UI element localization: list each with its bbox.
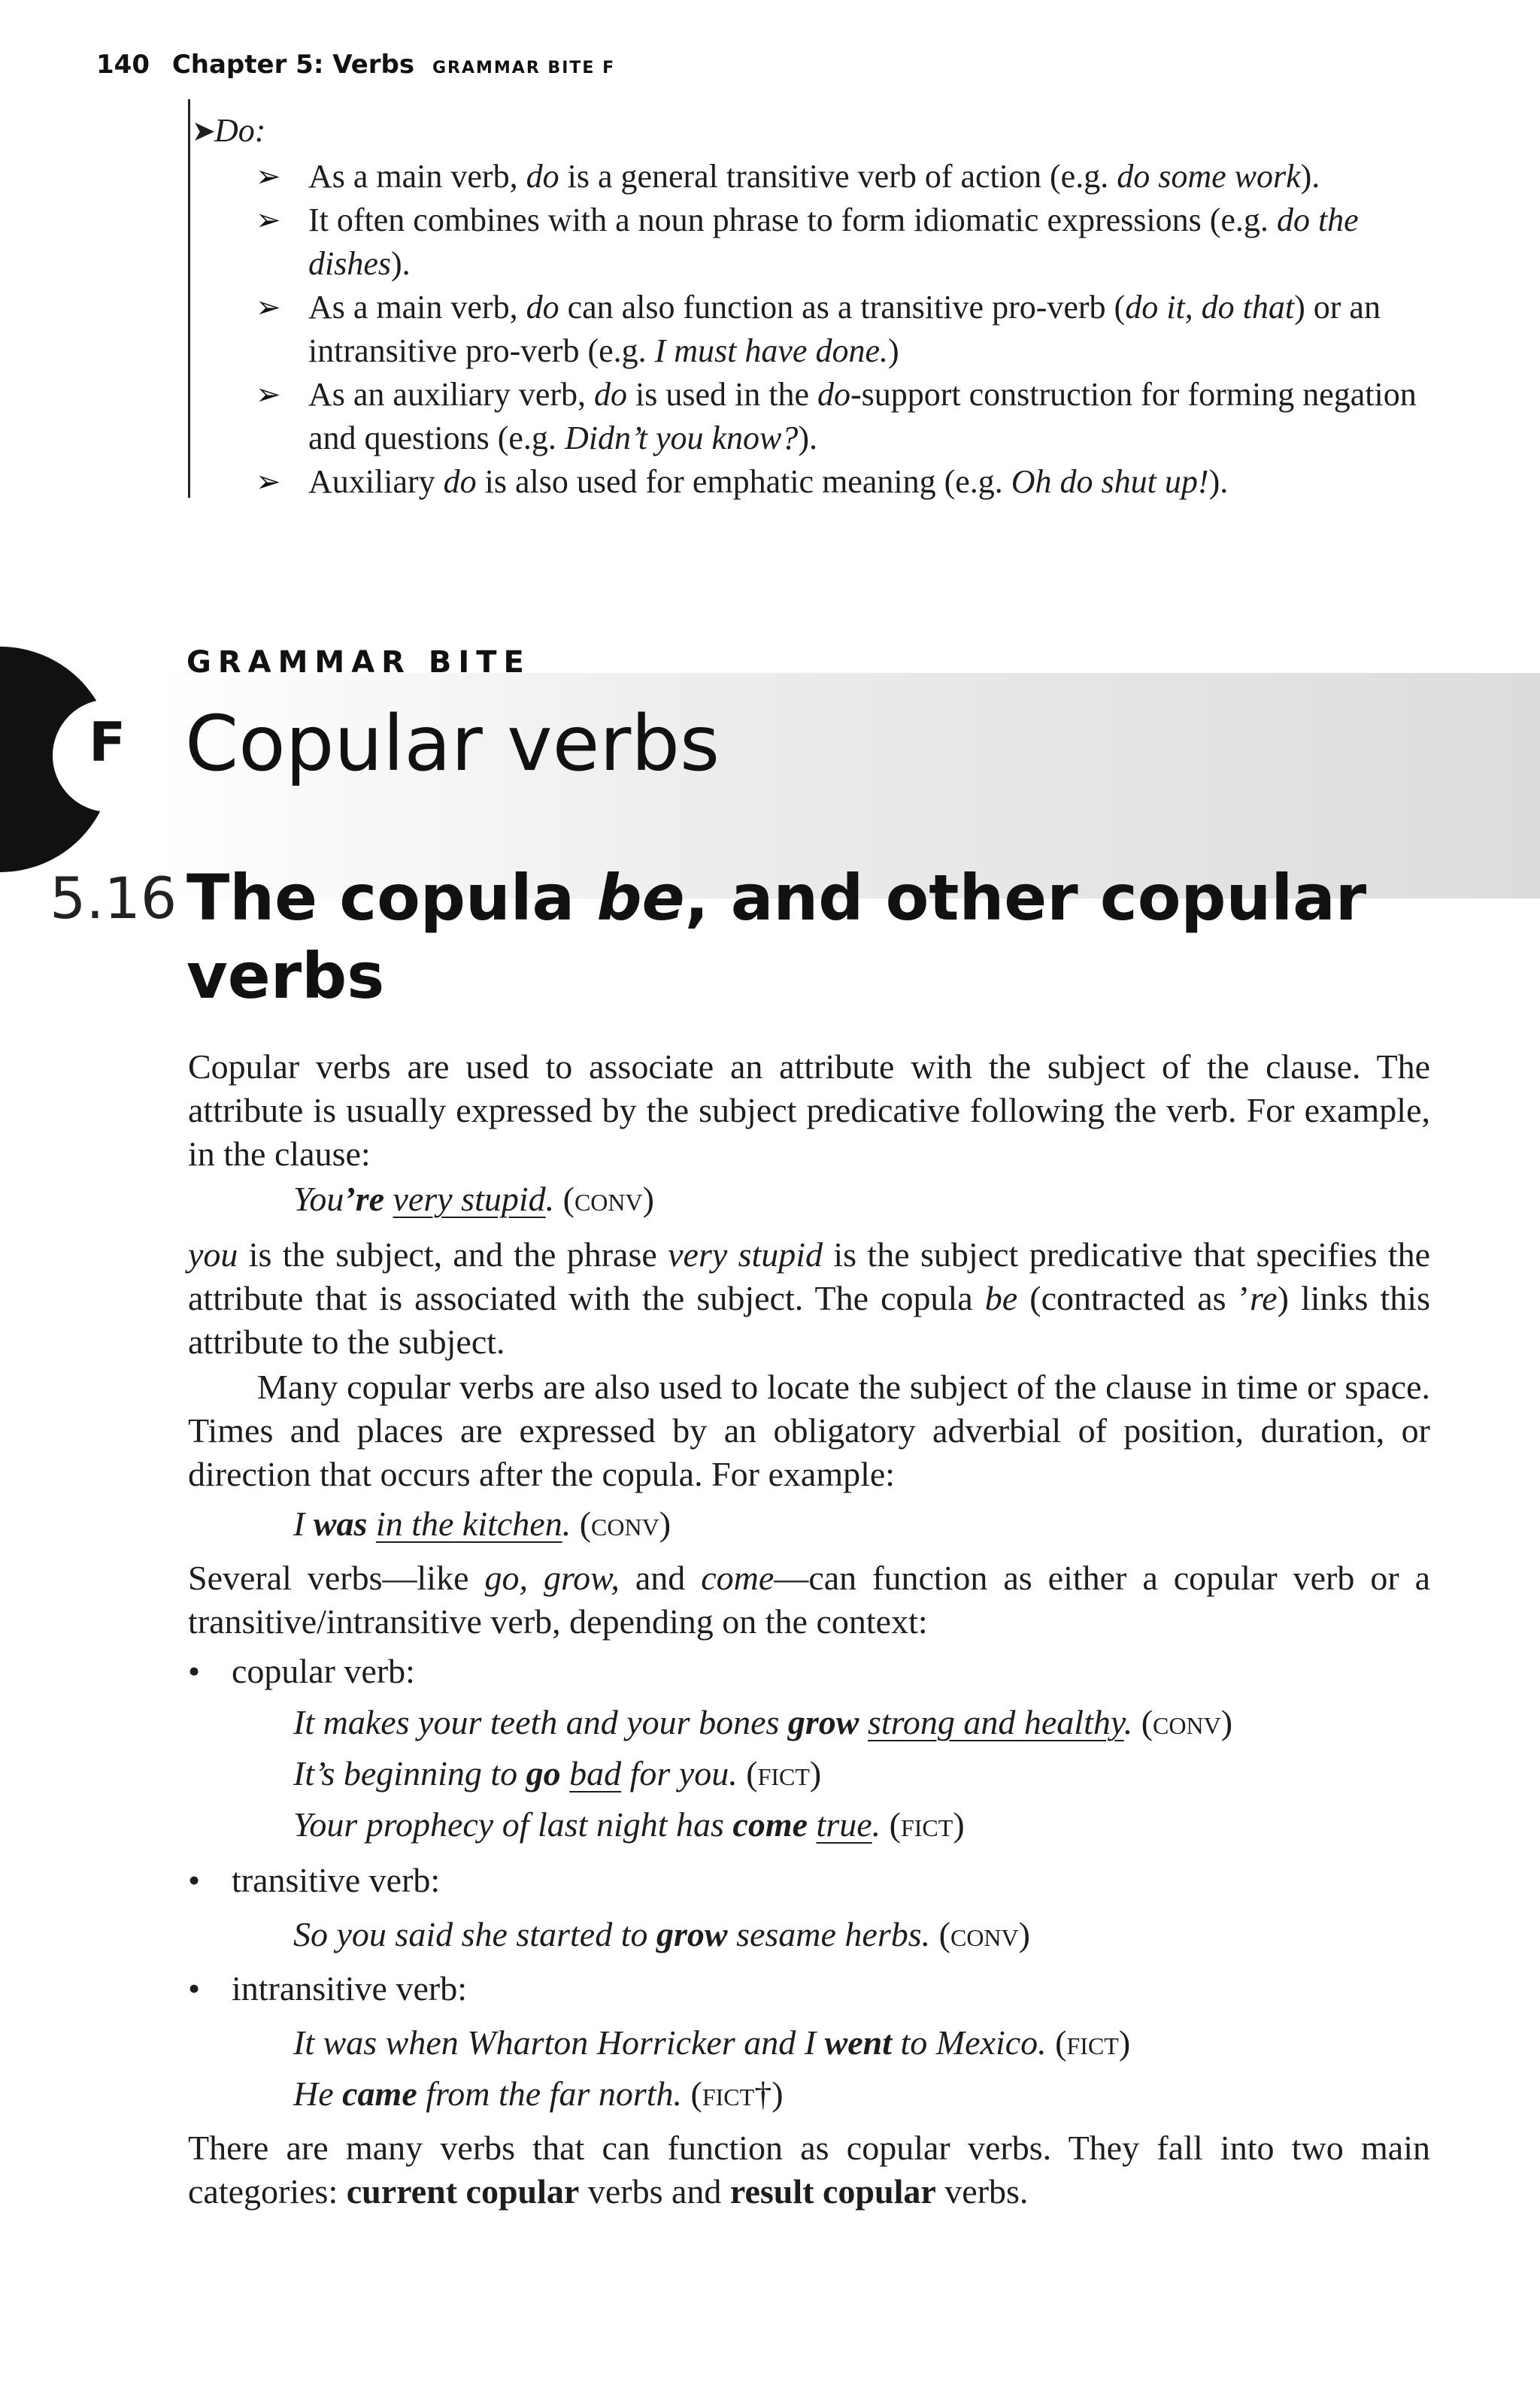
register-tag: (fict): [889, 1805, 965, 1844]
example-sentence: I was in the kitchen. (conv): [293, 1505, 671, 1543]
bite-letter: F: [89, 711, 126, 774]
paragraph-3: Many copular verbs are also used to locate the subject of the clause in time or space. Times and places are expressed by an obligatory adverbial of position, duration, or direction that occurs after the copula. For example:: [188, 1368, 1430, 1493]
arrow-bullet-icon: ➢: [256, 159, 281, 193]
grammar-bite-title: Copular verbs: [185, 699, 720, 789]
category-intransitive: intransitive verb:: [232, 1969, 467, 2008]
arrow-bullet-icon: ➢: [256, 377, 281, 411]
register-tag: (conv): [1141, 1703, 1233, 1741]
list-item: ➢ Auxiliary do is also used for emphatic meaning (e.g. Oh do shut up!).: [256, 460, 1466, 504]
register-tag: (fict): [1055, 2023, 1131, 2062]
bullet-dot-icon: •: [188, 1861, 201, 1899]
list-item: ➢ As an auxiliary verb, do is used in the do-support construction for forming negation and questions (e.g. Didn’t you know?).: [256, 373, 1466, 460]
list-item: ➢ It often combines with a noun phrase to form idiomatic expressions (e.g. do the dishes).: [256, 198, 1466, 286]
example-sentence: Your prophecy of last night has come true. (fict): [293, 1805, 965, 1844]
register-tag: (fict†): [690, 2074, 784, 2113]
paragraph-2: you is the subject, and the phrase very stupid is the subject predicative that specifies the attribute that is associated with the subject. The copula be (contracted as ’re) links this attribute to the subject.: [188, 1235, 1431, 1361]
bite-label: GRAMMAR BITE F: [432, 59, 616, 77]
section-number: 5.16: [50, 865, 177, 932]
paragraph-1: Copular verbs are used to associate an attribute with the subject of the clause. The attribute is usually expressed by the subject predicative following the verb. For example, in the clause:: [188, 1047, 1430, 1173]
register-tag: (conv): [938, 1915, 1030, 1953]
example-sentence: He came from the far north. (fict†): [293, 2074, 784, 2113]
example-sentence: So you said she started to grow sesame herbs. (conv): [293, 1915, 1030, 1953]
register-tag: (conv): [562, 1180, 654, 1218]
paragraph-5: There are many verbs that can function as copular verbs. They fall into two main categories: current copular verbs and result copular verbs.: [188, 2129, 1430, 2211]
do-summary-list: [256, 155, 1466, 504]
example-sentence: It makes your teeth and your bones grow strong and healthy. (conv): [293, 1703, 1233, 1741]
list-item: ➢ As a main verb, do can also function as a transitive pro-verb (do it, do that) or an intransitive pro-verb (e.g. I must have done.): [256, 286, 1466, 373]
paragraph-4: Several verbs—like go, grow, and come—can function as either a copular verb or a transitive/intransitive verb, depending on the context:: [188, 1559, 1431, 1641]
arrow-bullet-icon: ➢: [256, 290, 281, 324]
arrow-bullet-icon: ➢: [256, 465, 281, 499]
section-title: The copula be, and other copular verbs: [186, 861, 1367, 1013]
list-item: ➢ As a main verb, do is a general transitive verb of action (e.g. do some work).: [256, 155, 1466, 198]
arrow-bullet-icon: ➢: [256, 203, 281, 237]
register-tag: (conv): [579, 1505, 671, 1543]
register-tag: (fict): [746, 1754, 822, 1792]
example-sentence: You’re very stupid. (conv): [293, 1180, 654, 1218]
running-header: [96, 50, 615, 80]
category-copular: copular verb:: [232, 1652, 415, 1690]
bullet-dot-icon: •: [188, 1652, 201, 1690]
arrow-bullet-icon: ➤: [192, 116, 216, 147]
do-summary-title: ➤ Do:: [192, 112, 266, 149]
grammar-bite-label: GRAMMAR BITE: [186, 645, 531, 680]
example-sentence: It was when Wharton Horricker and I went to Mexico. (fict): [293, 2023, 1131, 2062]
example-sentence: It’s beginning to go bad for you. (fict): [293, 1754, 822, 1792]
bullet-dot-icon: •: [188, 1969, 201, 2008]
chapter-title: Chapter 5: Verbs: [171, 50, 415, 80]
category-transitive: transitive verb:: [232, 1861, 441, 1899]
page-number: 140: [96, 50, 150, 80]
